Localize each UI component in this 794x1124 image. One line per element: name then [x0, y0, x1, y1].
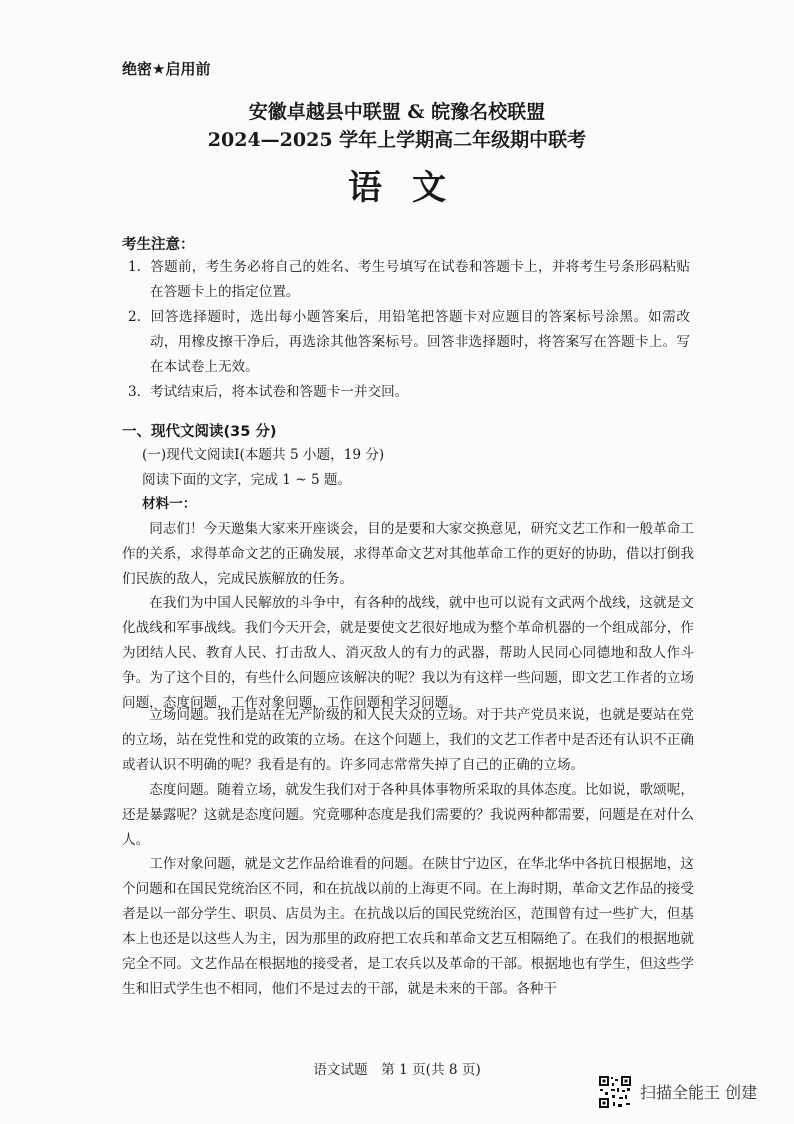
confidential-label: 绝密★启用前 — [122, 60, 211, 78]
exam-name-title: 2024—2025 学年上学期高二年级期中联考 — [207, 129, 587, 151]
notice-item-text: 回答选择题时，选出每小题答案后，用铅笔把答题卡对应题目的答案标号涂黑。如需改动，用橡皮擦干净后，再选涂其他答案标号。回答非选择题时，将答案写在答题卡上。写在本试卷上无效。 — [150, 309, 690, 375]
sub-section-heading: (一)现代文阅读Ⅰ(本题共 5 小题，19 分) — [142, 447, 385, 463]
material-label: 材料一： — [142, 496, 197, 512]
notice-heading: 考生注意： — [122, 237, 195, 253]
passage-paragraph-1: 同志们！今天邀集大家来开座谈会，目的是要和大家交换意见，研究文艺工作和一般革命工作的关系，求得革命文艺的正确发展，求得革命文艺对其他革命工作的更好的协助，借以打倒我们民族的敌人，完成民族解放的任务。 — [122, 521, 694, 587]
notice-item-number: 1. — [128, 259, 141, 275]
school-union-title: 安徽卓越县中联盟 & 皖豫名校联盟 — [248, 101, 546, 123]
passage-paragraph-5: 工作对象问题，就是文艺作品给谁看的问题。在陕甘宁边区，在华北华中各抗日根据地，这个问题和在国民党统治区不同，和在抗战以前的上海更不同。在上海时期，革命文艺作品的接受者是以一部分学生、职员、店员为主。在抗战以后的国民党统治区，范围曾有过一些扩大，但基本上也还是以这些人为主，因为那里的政府把工农兵和革命文艺互相隔绝了。在我们的根据地就完全不同。文艺作品在根据地的接受者，是工农兵以及革命的干部。根据地也有学生，但这些学生和旧式学生也不相同，他们不是过去的干部，就是未来的干部。各种干 — [122, 856, 694, 997]
instruction-text: 阅读下面的文字，完成 1 ~ 5 题。 — [142, 472, 352, 488]
notice-item-number: 3. — [128, 384, 141, 400]
page-footer: 语文试题 第 1 页(共 8 页) — [313, 1062, 481, 1078]
passage-paragraph-4: 态度问题。随着立场，就发生我们对于各种具体事物所采取的具体态度。比如说，歌颂呢，还是暴露呢？这就是态度问题。究竟哪种态度是我们需要的？我说两种都需要，问题是在对什么人。 — [122, 782, 694, 848]
notice-item-1 — [128, 255, 690, 305]
passage-paragraph-2: 在我们为中国人民解放的斗争中，有各种的战线，就中也可以说有文武两个战线，这就是文化战线和军事战线。我们今天开会，就是要使文艺很好地成为整个革命机器的一个组成部分，作为团结人民、教育人民、打击敌人、消灭敌人的有力的武器，帮助人民同心同德地和敌人作斗争。为了这个目的，有些什么问题应该解决的呢？我以为有这样一些问题，即文艺工作者的立场问题，态度问题，工作对象问题，工作问题和学习问题。 — [122, 595, 694, 711]
passage-paragraph-3: 立场问题。我们是站在无产阶级的和人民大众的立场。对于共产党员来说，也就是要站在党的立场，站在党性和党的政策的立场。在这个问题上，我们的文艺工作者中是否还有认识不正确或者认识不明确的呢？我看是有的。许多同志常常失掉了自己的正确的立场。 — [122, 707, 694, 773]
notice-item-3 — [128, 380, 690, 405]
scanner-watermark: 扫描全能王 创建 — [640, 1083, 758, 1102]
notice-item-2 — [128, 305, 690, 380]
notice-item-text: 答题前，考生务必将自己的姓名、考生号填写在试卷和答题卡上，并将考生号条形码粘贴在答题卡上的指定位置。 — [150, 259, 690, 300]
qr-code-icon — [598, 1075, 632, 1109]
section-heading: 一、现代文阅读(35 分) — [122, 424, 277, 440]
subject-title: 语文 — [348, 168, 476, 208]
notice-item-text: 考试结束后，将本试卷和答题卡一并交回。 — [150, 384, 409, 400]
notice-item-number: 2. — [128, 309, 141, 325]
